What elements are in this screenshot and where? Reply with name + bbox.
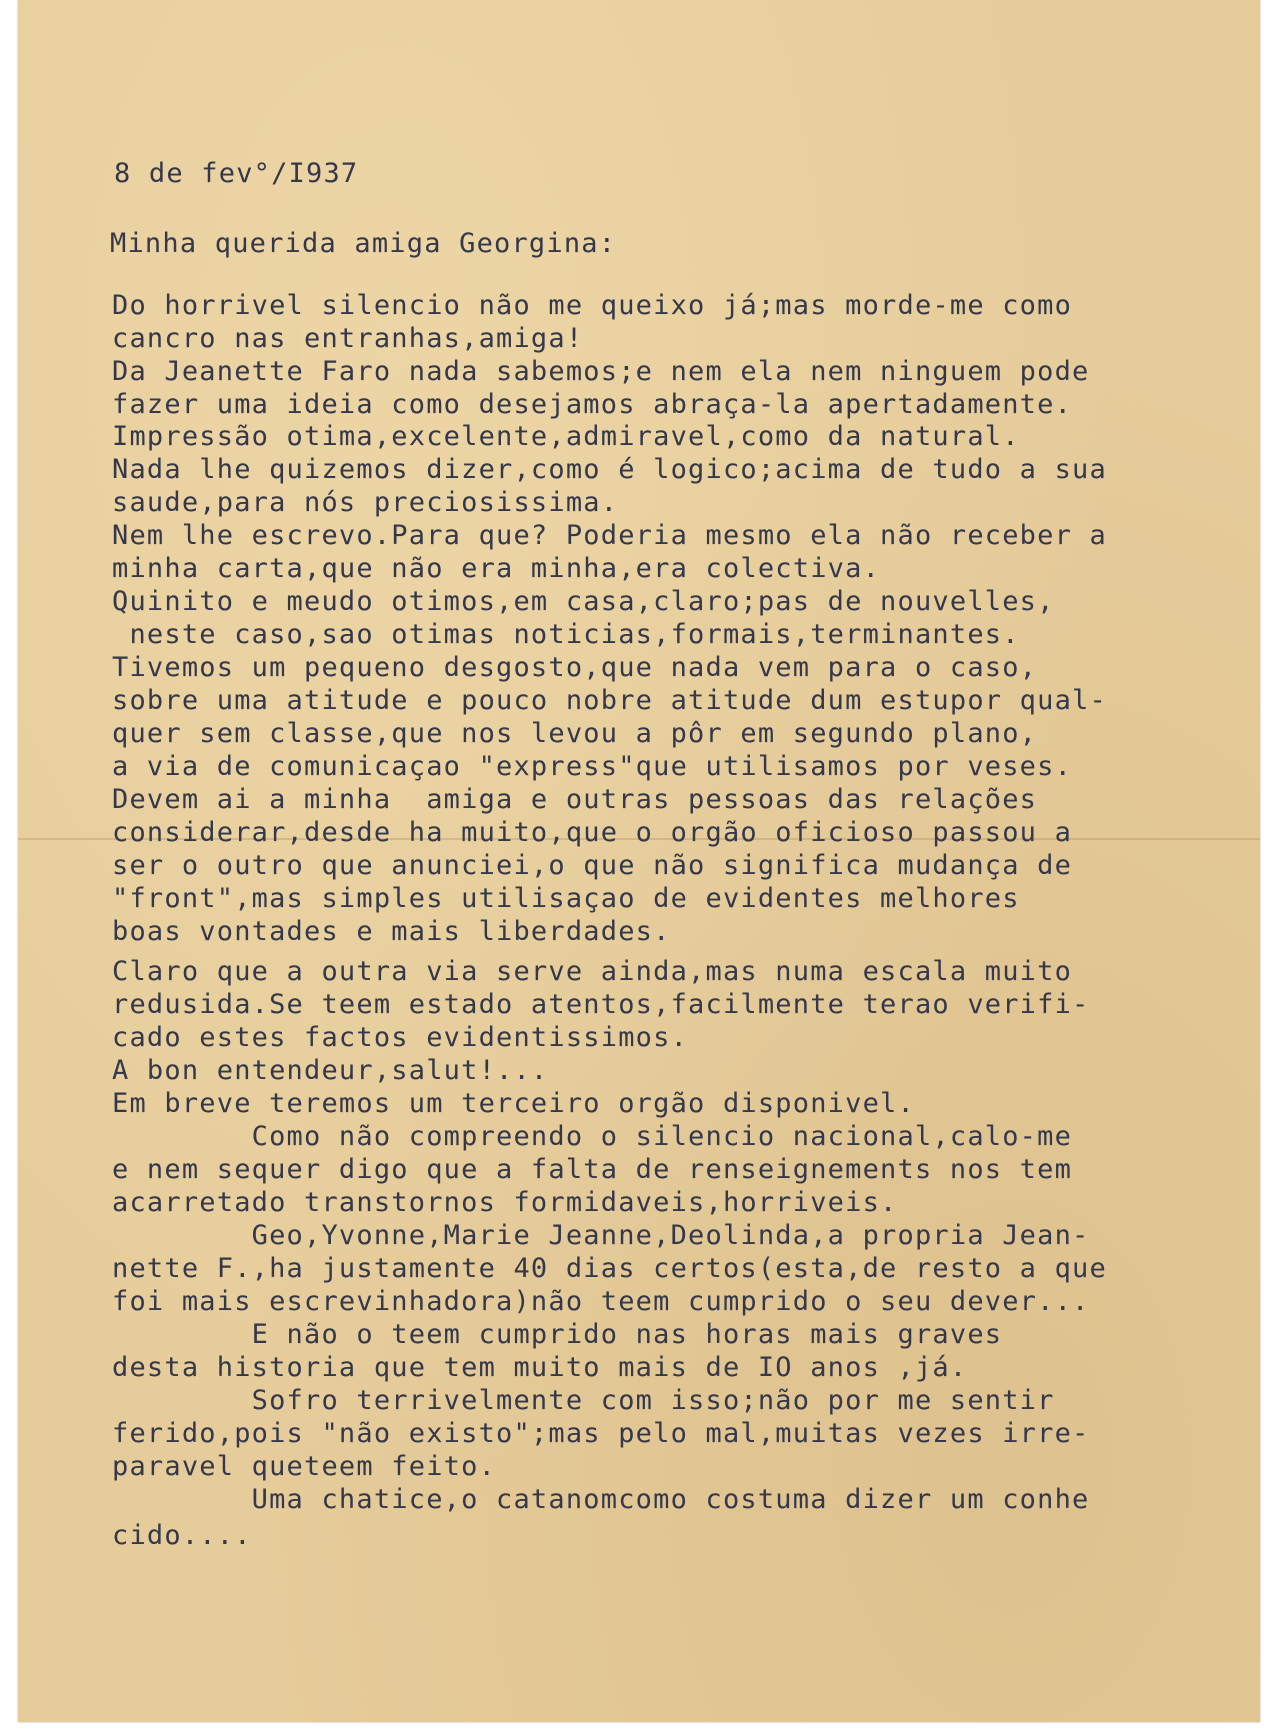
letter-line: Geo,Yvonne,Marie Jeanne,Deolinda,a propria Jean-: [112, 1220, 1090, 1251]
letter-line: e nem sequer digo que a falta de renseignements nos tem: [112, 1154, 1073, 1185]
letter-line: neste caso,sao otimas noticias,formais,terminantes.: [112, 619, 1020, 650]
letter-line: saude,para nós preciosissima.: [112, 487, 619, 518]
letter-line: fazer uma ideia como desejamos abraça-la apertadamente.: [112, 389, 1073, 420]
letter-line: Sofro terrivelmente com isso;não por me sentir: [112, 1385, 1055, 1416]
letter-line: redusida.Se teem estado atentos,facilmente terao verifi-: [112, 989, 1090, 1020]
letter-line: sobre uma atitude e pouco nobre atitude dum estupor qual-: [112, 685, 1107, 716]
letter-line: ser o outro que anunciei,o que não significa mudança de: [112, 850, 1073, 881]
letter-line: nette F.,ha justamente 40 dias certos(esta,de resto a que: [112, 1253, 1107, 1284]
letter-line: cancro nas entranhas,amiga!: [112, 323, 584, 354]
letter-line: Como não compreendo o silencio nacional,calo-me: [112, 1121, 1073, 1152]
letter-line: Tivemos um pequeno desgosto,que nada vem para o caso,: [112, 652, 1038, 683]
letter-line: minha carta,que não era minha,era colectiva.: [112, 553, 881, 584]
letter-line: Da Jeanette Faro nada sabemos;e nem ela nem ninguem pode: [112, 356, 1090, 387]
letter-line: Quinito e meudo otimos,em casa,claro;pas de nouvelles,: [112, 586, 1055, 617]
letter-line: Nem lhe escrevo.Para que? Poderia mesmo ela não receber a: [112, 520, 1107, 551]
letter-line: foi mais escrevinhadora)não teem cumprido o seu dever...: [112, 1286, 1090, 1317]
letter-salutation: Minha querida amiga Georgina:: [110, 228, 617, 259]
letter-line: Do horrivel silencio não me queixo já;mas morde-me como: [112, 290, 1073, 321]
letter-line: Impressão otima,excelente,admiravel,como da natural.: [112, 421, 1020, 452]
letter-line: cido....: [112, 1520, 252, 1551]
letter-line: paravel queteem feito.: [112, 1451, 497, 1482]
letter-line: quer sem classe,que nos levou a pôr em segundo plano,: [112, 718, 1038, 749]
letter-line: cado estes factos evidentissimos.: [112, 1022, 689, 1053]
letter-line: Em breve teremos um terceiro orgão disponivel.: [112, 1088, 915, 1119]
letter-line: Uma chatice,o catanomcomo costuma dizer um conhe: [112, 1484, 1090, 1515]
letter-line: acarretado transtornos formidaveis,horriveis.: [112, 1187, 898, 1218]
letter-line: Claro que a outra via serve ainda,mas numa escala muito: [112, 956, 1073, 987]
letter-page: [18, 0, 1260, 1722]
letter-line: ferido,pois "não existo";mas pelo mal,muitas vezes irre-: [112, 1418, 1090, 1449]
letter-line: Devem ai a minha amiga e outras pessoas das relações: [112, 784, 1038, 815]
letter-date: 8 de fev°/I937: [114, 158, 359, 189]
letter-line: A bon entendeur,salut!...: [112, 1055, 549, 1086]
letter-line: a via de comunicaçao "express"que utilisamos por veses.: [112, 751, 1073, 782]
letter-line: considerar,desde ha muito,que o orgão oficioso passou a: [112, 817, 1073, 848]
letter-line: desta historia que tem muito mais de IO anos ,já.: [112, 1352, 968, 1383]
letter-line: E não o teem cumprido nas horas mais graves: [112, 1319, 1003, 1350]
letter-line: boas vontades e mais liberdades.: [112, 916, 671, 947]
letter-line: "front",mas simples utilisaçao de evidentes melhores: [112, 883, 1020, 914]
letter-line: Nada lhe quizemos dizer,como é logico;acima de tudo a sua: [112, 454, 1107, 485]
